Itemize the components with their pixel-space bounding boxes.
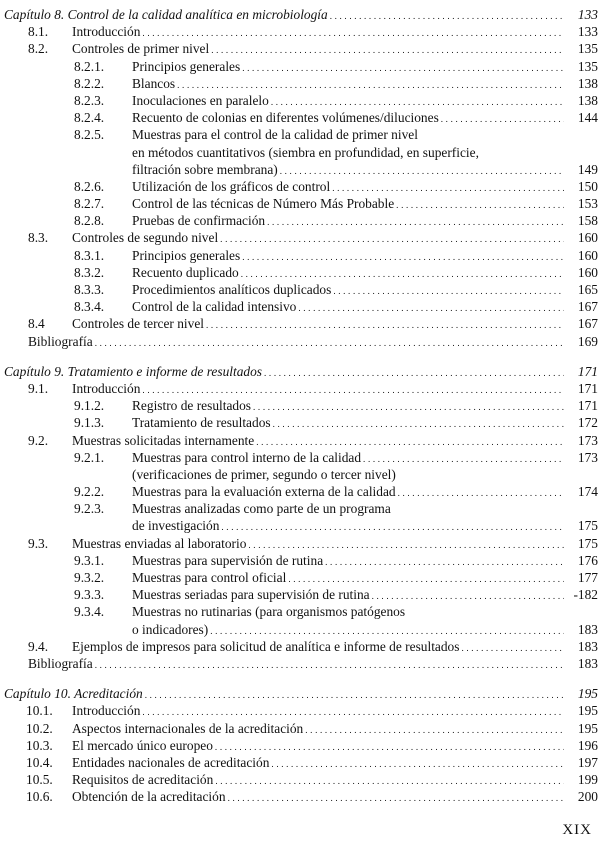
toc-chapter-row bbox=[0, 685, 600, 702]
toc-entry-row bbox=[0, 380, 600, 397]
toc-entry-number: 9.2.2. bbox=[74, 484, 105, 500]
toc-entry-row bbox=[0, 281, 600, 298]
toc-entry-row bbox=[0, 638, 600, 655]
toc-entry-number: 8.3.1. bbox=[74, 247, 105, 263]
toc-entry-row bbox=[0, 75, 600, 92]
toc-entry-title: Bibliografía bbox=[28, 655, 93, 671]
toc-page-number: 167 bbox=[577, 316, 598, 332]
toc-leader bbox=[72, 788, 568, 807]
toc-entry-title: Principios generales bbox=[132, 247, 241, 263]
toc-entry-title: Controles de tercer nivel bbox=[72, 316, 204, 332]
toc-entry-row bbox=[0, 40, 600, 57]
toc-entry-title: Requisitos de acreditación bbox=[72, 772, 214, 788]
toc-entry-title: Aspectos internacionales de la acreditación bbox=[72, 720, 304, 736]
toc-page-number: 176 bbox=[577, 552, 598, 568]
toc-entry-number: 9.3.3. bbox=[74, 587, 105, 603]
toc-entry-row bbox=[0, 621, 600, 638]
toc-entry-number: 8.2.1. bbox=[74, 58, 105, 74]
toc-entry-row bbox=[0, 264, 600, 281]
toc-entry-title: Introducción bbox=[72, 380, 141, 396]
toc-entry-row bbox=[0, 58, 600, 75]
toc-page-number: 138 bbox=[577, 75, 598, 91]
toc-page-number: 183 bbox=[577, 638, 598, 654]
toc-chapter-row bbox=[0, 6, 600, 23]
toc-entry-title: Muestras para supervisión de rutina bbox=[132, 552, 324, 568]
toc-entry-row bbox=[0, 315, 600, 332]
toc-entry-row bbox=[0, 161, 600, 178]
toc-page-number: 177 bbox=[577, 570, 598, 585]
toc-entry-title: Ejemplos de impresos para solicitud de analítica e informe de resultados bbox=[72, 638, 460, 654]
toc-entry-row bbox=[0, 788, 600, 805]
toc-entry-row bbox=[0, 178, 600, 195]
toc-entry-row bbox=[0, 702, 600, 719]
toc-page-number: 138 bbox=[577, 92, 598, 108]
toc-page-number: 160 bbox=[577, 247, 598, 263]
toc-entry-row bbox=[0, 247, 600, 264]
toc-entry-number: 10.5. bbox=[26, 772, 53, 788]
toc-entry-row bbox=[0, 414, 600, 431]
toc-page-number: 167 bbox=[577, 299, 598, 315]
toc-entry-number: 8.2.6. bbox=[74, 178, 105, 194]
toc-entry-row bbox=[0, 754, 600, 771]
toc-entry-number: 8.4 bbox=[28, 316, 45, 332]
toc-entry-title: Control de la calidad intensivo bbox=[132, 299, 297, 315]
toc-page-number: 195 bbox=[577, 703, 598, 719]
toc-entry-title: Control de las técnicas de Número Más Probable bbox=[132, 196, 395, 212]
toc-entry-row bbox=[0, 517, 600, 534]
toc-entry-title: en métodos cuantitativos (siembra en profundidad, en superficie, bbox=[132, 144, 479, 160]
toc-entry-row bbox=[0, 92, 600, 109]
toc-page-number: 172 bbox=[577, 415, 598, 431]
toc-entry-title: Inoculaciones en paralelo bbox=[132, 92, 269, 108]
toc-entry-number: 8.1. bbox=[28, 24, 49, 40]
toc-page-number: 158 bbox=[577, 213, 598, 229]
toc-entry-number: 8.3.3. bbox=[74, 282, 105, 297]
toc-entry-number: 8.2.8. bbox=[74, 213, 105, 229]
toc-entry-number: 9.1. bbox=[28, 380, 49, 396]
toc-leader bbox=[28, 333, 568, 352]
toc-page-number: 153 bbox=[577, 196, 598, 212]
toc-entry-title: filtración sobre membrana) bbox=[132, 161, 278, 177]
leader-dots bbox=[228, 788, 564, 807]
toc-page-number: 195 bbox=[577, 686, 598, 702]
toc-entry-row bbox=[0, 569, 600, 586]
toc-entry-number: 8.2.5. bbox=[74, 127, 105, 143]
toc-page-number: 169 bbox=[577, 333, 598, 349]
toc-entry-title: Capítulo 10. Acreditación bbox=[4, 686, 143, 702]
toc-page-number: 174 bbox=[577, 484, 598, 500]
toc-entry-title: Recuento de colonias en diferentes volúmenes/diluciones bbox=[132, 110, 439, 126]
toc-entry-row bbox=[0, 144, 600, 161]
toc-page-number: 199 bbox=[577, 772, 598, 788]
toc-entry-row bbox=[0, 195, 600, 212]
toc-page-number: 196 bbox=[577, 737, 598, 753]
toc-entry-number: 9.3.4. bbox=[74, 604, 105, 620]
toc-entry-number: 10.6. bbox=[26, 789, 53, 805]
toc-entry-row bbox=[0, 552, 600, 569]
page-number: XIX bbox=[562, 822, 592, 838]
toc-entry-row bbox=[0, 483, 600, 500]
toc-entry-row bbox=[0, 586, 600, 603]
toc-entry-title: Bibliografía bbox=[28, 333, 93, 349]
toc-entry-number: 10.4. bbox=[26, 754, 53, 770]
toc-entry-row bbox=[0, 737, 600, 754]
toc-entry-number: 8.2.4. bbox=[74, 110, 105, 126]
toc-page-number: 173 bbox=[577, 449, 598, 465]
toc-entry-row bbox=[0, 212, 600, 229]
toc-entry-number: 9.3. bbox=[28, 535, 49, 551]
leader-dots bbox=[95, 655, 564, 674]
toc-entry-title: Capítulo 8. Control de la calidad analítica en microbiología bbox=[4, 7, 328, 22]
toc-entry-title: Introducción bbox=[72, 24, 141, 40]
toc-entry-row bbox=[0, 109, 600, 126]
toc-entry-title: o indicadores) bbox=[132, 621, 209, 637]
toc-entry-title: Tratamiento de resultados bbox=[132, 415, 271, 431]
toc-page-number: 150 bbox=[577, 178, 598, 194]
toc-entry-title: Controles de primer nivel bbox=[72, 41, 210, 57]
toc-page-number: 135 bbox=[577, 41, 598, 57]
toc-entry-title: de investigación bbox=[132, 518, 220, 534]
toc-entry-row bbox=[0, 771, 600, 788]
toc-entry-number: 10.3. bbox=[26, 737, 53, 753]
toc-entry-title: Recuento duplicado bbox=[132, 264, 239, 280]
toc-entry-number: 8.3.2. bbox=[74, 264, 105, 280]
toc-page-number: -182 bbox=[573, 587, 598, 603]
toc-entry-number: 10.2. bbox=[26, 720, 53, 736]
toc-entry-number: 9.1.3. bbox=[74, 415, 105, 431]
toc-page-number: 149 bbox=[577, 161, 598, 177]
toc-entry-title: Controles de segundo nivel bbox=[72, 230, 219, 246]
toc-entry-number: 8.2.3. bbox=[74, 92, 105, 108]
toc-chapter-row bbox=[0, 363, 600, 380]
toc-entry-title: Blancos bbox=[132, 75, 176, 91]
toc-page-number: 175 bbox=[577, 535, 598, 551]
toc-entry-title: Registro de resultados bbox=[132, 398, 252, 414]
toc-entry-title: Muestras para control interno de la calidad bbox=[132, 449, 362, 465]
toc-entry-title: Muestras para control oficial bbox=[132, 570, 287, 585]
toc-page-number: 144 bbox=[577, 110, 598, 126]
toc-entry-title: Introducción bbox=[72, 703, 141, 719]
toc-entry-row bbox=[0, 397, 600, 414]
toc-page-number: 183 bbox=[577, 655, 598, 671]
toc-entry-title: Muestras seriadas para supervisión de rutina bbox=[132, 587, 370, 603]
toc-entry-row bbox=[0, 229, 600, 246]
toc-entry-title: Procedimientos analíticos duplicados bbox=[132, 282, 332, 297]
toc-entry-title: Muestras no rutinarias (para organismos patógenos bbox=[132, 604, 406, 620]
toc-entry-number: 8.2.7. bbox=[74, 196, 105, 212]
toc-entry-number: 10.1. bbox=[26, 703, 53, 719]
toc-page-number: 171 bbox=[577, 363, 598, 379]
toc-entry-row bbox=[0, 432, 600, 449]
toc-entry-number: 9.3.2. bbox=[74, 570, 105, 585]
toc-entry-number: 9.2. bbox=[28, 432, 49, 448]
toc-entry-title: Muestras para el control de la calidad de primer nivel bbox=[132, 127, 418, 143]
toc-page-number: 200 bbox=[577, 789, 598, 805]
toc-page-number: 171 bbox=[577, 398, 598, 414]
toc-entry-title: El mercado único europeo bbox=[72, 737, 213, 753]
toc-page-number: 171 bbox=[577, 380, 598, 396]
toc-entry-title: Principios generales bbox=[132, 58, 241, 74]
toc-entry-number: 9.2.1. bbox=[74, 449, 105, 465]
toc-entry-row bbox=[0, 500, 600, 517]
toc-entry-number: 9.3.1. bbox=[74, 552, 105, 568]
toc-entry-title: Muestras solicitadas internamente bbox=[72, 432, 255, 448]
toc-entry-row bbox=[0, 126, 600, 143]
toc-page-number: 195 bbox=[577, 720, 598, 736]
toc-entry-title: Capítulo 9. Tratamiento e informe de resultados bbox=[4, 363, 263, 379]
toc-entry-row bbox=[0, 333, 600, 350]
toc-entry-number: 8.3. bbox=[28, 230, 49, 246]
toc-entry-row bbox=[0, 23, 600, 40]
toc-entry-row bbox=[0, 466, 600, 483]
toc-page-number: 183 bbox=[577, 621, 598, 637]
toc-entry-number: 9.4. bbox=[28, 638, 49, 654]
toc-page-number: 133 bbox=[577, 24, 598, 40]
toc-page-number: 135 bbox=[577, 58, 598, 74]
toc-entry-row bbox=[0, 535, 600, 552]
table-of-contents bbox=[0, 6, 600, 805]
toc-page-number: 165 bbox=[577, 282, 598, 297]
toc-entry-row bbox=[0, 655, 600, 672]
toc-page-number: 197 bbox=[577, 754, 598, 770]
toc-entry-number: 9.2.3. bbox=[74, 501, 105, 517]
toc-entry-row bbox=[0, 720, 600, 737]
toc-page-number: 173 bbox=[577, 432, 598, 448]
toc-entry-number: 9.1.2. bbox=[74, 398, 105, 414]
toc-page-number: 160 bbox=[577, 230, 598, 246]
toc-page-number: 175 bbox=[577, 518, 598, 534]
toc-entry-title: Muestras enviadas al laboratorio bbox=[72, 535, 247, 551]
toc-entry-title: Muestras para la evaluación externa de la calidad bbox=[132, 484, 396, 500]
toc-entry-row bbox=[0, 449, 600, 466]
toc-entry-row bbox=[0, 603, 600, 620]
toc-entry-row bbox=[0, 298, 600, 315]
leader-dots bbox=[95, 333, 564, 352]
toc-entry-title: Muestras analizadas como parte de un programa bbox=[132, 501, 391, 517]
toc-entry-title: Pruebas de confirmación bbox=[132, 213, 266, 229]
toc-page-number: 160 bbox=[577, 264, 598, 280]
toc-entry-number: 8.2.2. bbox=[74, 75, 105, 91]
toc-entry-title: Obtención de la acreditación bbox=[72, 789, 226, 805]
toc-entry-title: (verificaciones de primer, segundo o tercer nivel) bbox=[132, 466, 396, 482]
toc-entry-title: Entidades nacionales de acreditación bbox=[72, 754, 270, 770]
toc-leader bbox=[28, 655, 568, 674]
toc-page-number: 133 bbox=[577, 7, 598, 22]
toc-entry-number: 8.2. bbox=[28, 41, 49, 57]
toc-entry-number: 8.3.4. bbox=[74, 299, 105, 315]
toc-entry-title: Utilización de los gráficos de control bbox=[132, 178, 331, 194]
